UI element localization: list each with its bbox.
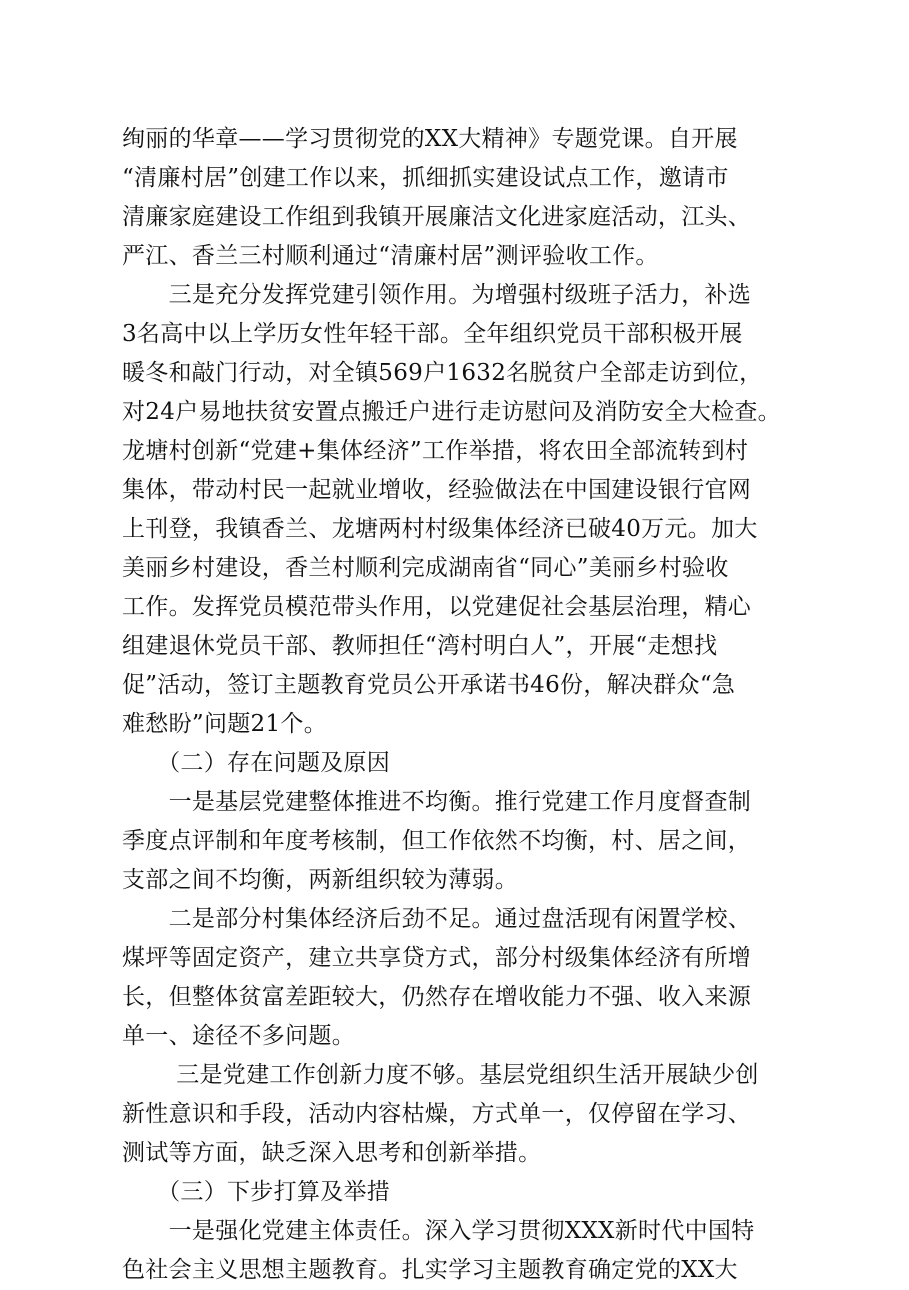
- text-line: 支部之间不均衡，两新组织较为薄弱。: [122, 867, 519, 893]
- text-line: 暖冬和敲门行动，对全镇569户1632名脱贫户全部走访到位，: [122, 360, 763, 386]
- text-line: 色社会主义思想主题教育。扎实学习主题教育确定党的XX大: [122, 1257, 738, 1283]
- paragraph-start-line: 三是党建工作创新力度不够。基层党组织生活开展缺少创: [122, 1062, 759, 1088]
- text-line: 单一、途径不多问题。: [122, 1023, 355, 1049]
- text-line: 绚丽的华章——学习贯彻党的XX大精神》专题党课。自开展: [122, 126, 738, 152]
- paragraph-start-line: 一是强化党建主体责任。深入学习贯彻XXX新时代中国特: [122, 1218, 755, 1244]
- text-line: “清廉村居”创建工作以来，抓细抓实建设试点工作，邀请市: [122, 165, 729, 191]
- section-heading: （三）下步打算及举措: [122, 1179, 391, 1205]
- text-line: 促”活动，签订主题教育党员公开承诺书46份，解决群众“急: [122, 672, 736, 698]
- text-line: 难愁盼”问题21个。: [122, 711, 328, 737]
- text-line: 对24户易地扶贫安置点搬迁户进行走访慰问及消防安全大检查。: [122, 399, 781, 425]
- text-line: 上刊登，我镇香兰、龙塘两村村级集体经济已破40万元。加大: [122, 516, 758, 542]
- text-line: 龙塘村创新“党建+集体经济”工作举措，将农田全部流转到村: [122, 438, 749, 464]
- body-text: [122, 120, 812, 1290]
- text-line: 严江、香兰三村顺利通过“清廉村居”测评验收工作。: [122, 243, 659, 269]
- text-line: 清廉家庭建设工作组到我镇开展廉洁文化进家庭活动，江头、: [122, 204, 752, 230]
- text-line: 美丽乡村建设，香兰村顺利完成湖南省“同心”美丽乡村验收: [122, 555, 729, 581]
- paragraph-start-line: 三是充分发挥党建引领作用。为增强村级班子活力，补选: [122, 282, 752, 308]
- text-line: 集体，带动村民一起就业增收，经验做法在中国建设银行官网: [122, 477, 752, 503]
- section-heading: （二）存在问题及原因: [122, 750, 391, 776]
- text-line: 组建退休党员干部、教师担任“湾村明白人”，开展“走想找: [122, 633, 718, 659]
- text-line: 煤坪等固定资产，建立共享贷方式，部分村级集体经济有所增: [122, 945, 752, 971]
- text-line: 测试等方面，缺乏深入思考和创新举措。: [122, 1140, 542, 1166]
- paragraph-start-line: 二是部分村集体经济后劲不足。通过盘活现有闲置学校、: [122, 906, 752, 932]
- text-line: 季度点评制和年度考核制，但工作依然不均衡，村、居之间，: [122, 828, 752, 854]
- text-line: 工作。发挥党员模范带头作用，以党建促社会基层治理，精心: [122, 594, 752, 620]
- text-line: 长，但整体贫富差距较大，仍然存在增收能力不强、收入来源: [122, 984, 752, 1010]
- text-line: 3名高中以上学历女性年轻干部。全年组织党员干部积极开展: [122, 321, 743, 347]
- paragraph-start-line: 一是基层党建整体推进不均衡。推行党建工作月度督查制: [122, 789, 752, 815]
- text-line: 新性意识和手段，活动内容枯燥，方式单一，仅停留在学习、: [122, 1101, 752, 1127]
